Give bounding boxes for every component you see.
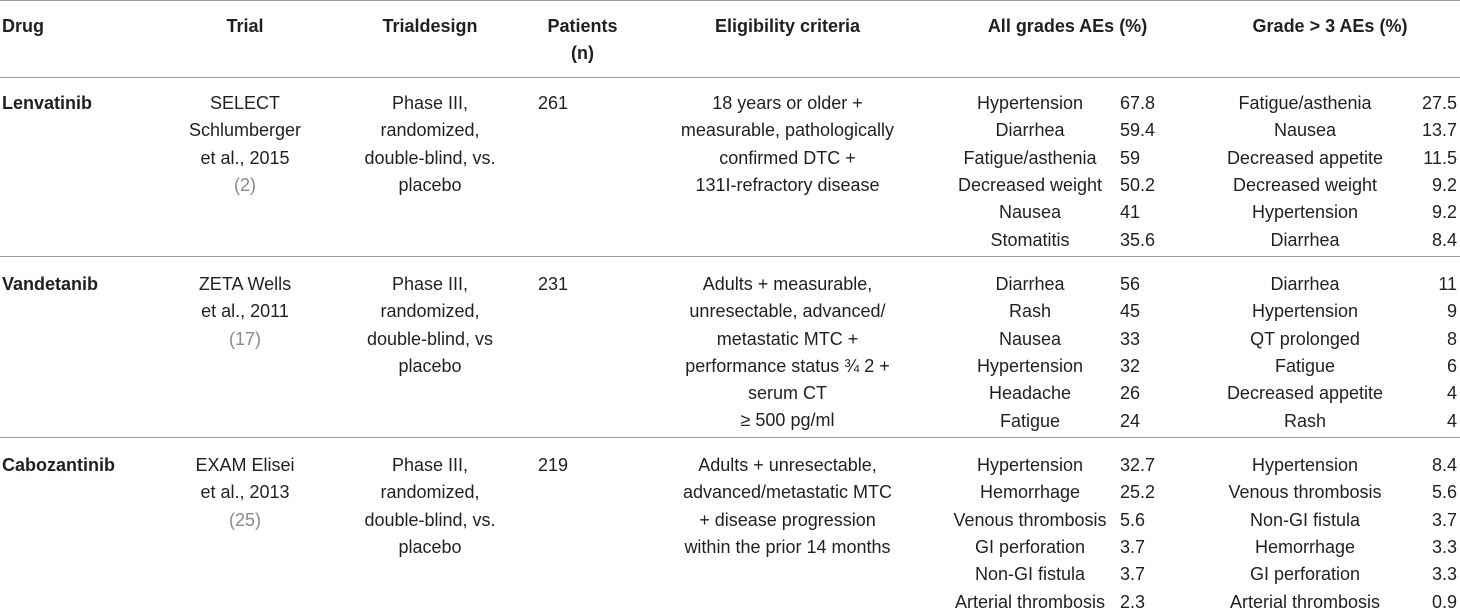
grade3-ae-value: 13.7 [1421,120,1457,141]
trial-design-line: randomized, [380,482,480,503]
eligibility-criteria [660,90,915,199]
all-grade-ae-name: Hemorrhage [979,482,1081,503]
grade3-ae-name: GI perforation [1249,564,1361,585]
grade3-ae-name: Diarrhea [1270,229,1340,250]
grade3-ae-name: Decreased weight [1232,174,1378,195]
row-rule-1 [0,256,1460,257]
trial-name-line: ZETA Wells [198,274,292,294]
trial-design [340,90,520,199]
header-patients-line-1: Patients [547,16,618,36]
trial-design-line: Phase III, [391,274,469,294]
trial-design-line: double-blind, vs. [364,509,496,530]
trial-reference: (25) [228,509,261,530]
grade3-ae-value: 5.6 [1431,482,1457,503]
all-grade-ae-name: Decreased weight [957,174,1103,195]
trial-reference: (17) [228,328,261,349]
grade3-ae-name: QT prolonged [1250,328,1360,349]
all-grade-ae-value: 59.4 [1120,120,1156,141]
header-patients-line-2: (n) [571,43,594,63]
trial-design-line: placebo [398,355,462,376]
eligibility-criteria-line: Adults + measurable, [702,274,873,294]
drug-name: Lenvatinib [2,93,93,113]
grade3-ae-value: 3.7 [1431,509,1457,530]
header-rule [0,77,1460,78]
grade3-ae-name: Hypertension [1251,202,1359,223]
grade3-ae-name: Non-GI fistula [1249,509,1361,530]
patients-count: 219 [538,455,569,475]
all-grade-ae-name: Rash [1008,301,1052,322]
trial-design-line: placebo [398,174,462,195]
grade3-ae-value: 8 [1446,328,1457,349]
grade3-ae-name: Hypertension [1251,301,1359,322]
grade3-ae-name: Diarrhea [1270,274,1340,294]
trial-design-line: placebo [398,536,462,557]
grade3-ae-value: 3.3 [1431,536,1457,557]
grade3-ae-value: 9 [1446,301,1457,322]
table-top-rule [0,0,1460,1]
grade3-ae-value: 9.2 [1431,202,1457,223]
grade3-ae-value: 3.3 [1431,564,1457,585]
all-grade-ae-name: Fatigue/asthenia [963,147,1097,168]
eligibility-criteria-line: within the prior 14 months [684,536,891,557]
all-grade-ae-value: 5.6 [1120,509,1146,530]
eligibility-criteria-line: Adults + unresectable, [698,455,877,475]
grade3-ae-name: Decreased appetite [1226,383,1384,404]
eligibility-criteria-line: metastatic MTC + [716,328,859,349]
grade3-ae-name: Fatigue [1274,355,1336,376]
eligibility-criteria [660,452,915,561]
trial-name-line: SELECT [209,93,281,113]
all-grade-ae-value: 3.7 [1120,536,1146,557]
eligibility-criteria-line: measurable, pathologically [680,120,895,141]
all-grade-ae-name: Headache [988,383,1072,404]
all-grade-ae-name: Stomatitis [990,229,1070,250]
patients-count: 261 [538,93,569,113]
eligibility-criteria-line: + disease progression [699,509,876,530]
trial-design-line: Phase III, [391,455,469,475]
eligibility-criteria-line: 18 years or older + [712,93,863,113]
all-grade-ae-value: 24 [1120,410,1141,431]
grade3-ae-name: Rash [1283,410,1327,431]
grade3-ae-value: 4 [1446,383,1457,404]
grade3-ae-value: 8.4 [1431,229,1457,250]
trial-design-line: double-blind, vs. [364,147,496,168]
patients-count: 231 [538,274,569,294]
grade3-ae-name: Venous thrombosis [1228,482,1382,503]
header-trial: Trial [226,16,264,36]
all-grade-ae-value: 3.7 [1120,564,1146,585]
all-grade-ae-value: 26 [1120,383,1141,404]
grade3-ae-value: 11.5 [1423,147,1457,168]
grade3-ae-name: Nausea [1273,120,1337,141]
trial-name [160,452,330,534]
eligibility-criteria-line: confirmed DTC + [719,147,856,168]
all-grade-ae-value: 67.8 [1120,93,1156,113]
all-grade-ae-value: 56 [1120,274,1141,294]
all-grade-ae-name: Non-GI fistula [974,564,1086,585]
trial-name-line: et al., 2015 [200,147,290,168]
grade3-ae-name: Fatigue/asthenia [1238,93,1372,113]
header-patients [525,13,640,67]
eligibility-criteria [660,271,915,435]
all-grade-ae-name: Hypertension [976,455,1084,475]
all-grade-ae-name: GI perforation [974,536,1086,557]
all-grade-ae-value: 50.2 [1120,174,1156,195]
header-eligibility: Eligibility criteria [714,16,861,36]
drug-name: Cabozantinib [2,455,115,475]
header-grade3: Grade > 3 AEs (%) [1252,16,1408,36]
eligibility-criteria-line: ≥ 500 pg/ml [740,410,835,431]
grade3-ae-value: 11 [1438,274,1457,294]
all-grade-ae-name: Hypertension [976,93,1084,113]
trial-design-line: double-blind, vs [366,328,494,349]
all-grade-ae-name: Venous thrombosis [953,509,1107,530]
all-grade-ae-value: 25.2 [1120,482,1156,503]
trial-reference: (2) [234,174,256,195]
trial-name-line: Schlumberger [188,120,302,141]
grade3-ae-value: 4 [1446,410,1457,431]
all-grade-ae-value: 32 [1120,355,1141,376]
all-grade-ae-name: Diarrhea [995,120,1065,141]
trial-name-line: et al., 2011 [201,301,289,322]
eligibility-criteria-line: serum CT [747,383,827,404]
all-grade-ae-name: Arterial thrombosis [954,591,1106,612]
trial-name [160,90,330,199]
all-grade-ae-value: 2.3 [1120,591,1146,612]
grade3-ae-name: Decreased appetite [1226,147,1384,168]
trial-name-line: et al., 2013 [200,482,290,503]
all-grade-ae-value: 45 [1120,301,1141,322]
eligibility-criteria-line: advanced/metastatic MTC [682,482,893,503]
eligibility-criteria-line: unresectable, advanced/ [689,301,886,322]
drug-name: Vandetanib [2,274,99,294]
grade3-ae-value: 27.5 [1421,93,1457,113]
all-grade-ae-value: 35.6 [1120,229,1156,250]
grade3-ae-value: 9.2 [1431,174,1457,195]
all-grade-ae-name: Fatigue [999,410,1061,431]
grade3-ae-name: Hemorrhage [1254,536,1356,557]
all-grade-ae-value: 59 [1120,147,1141,168]
trial-design-line: Phase III, [391,93,469,113]
all-grade-ae-name: Nausea [998,202,1062,223]
all-grade-ae-name: Hypertension [976,355,1084,376]
grade3-ae-name: Hypertension [1251,455,1359,475]
grade3-ae-name: Arterial thrombosis [1229,591,1381,612]
all-grade-ae-value: 32.7 [1120,455,1156,475]
row-rule-2 [0,437,1460,438]
eligibility-criteria-line: 131I-refractory disease [695,174,880,195]
grade3-ae-value: 8.4 [1431,455,1457,475]
trial-design [340,271,520,380]
trial-name-line: EXAM Elisei [195,455,295,475]
header-all-grades: All grades AEs (%) [987,16,1148,36]
trial-design-line: randomized, [380,301,480,322]
all-grade-ae-value: 41 [1120,202,1141,223]
all-grade-ae-name: Diarrhea [995,274,1065,294]
all-grade-ae-name: Nausea [998,328,1062,349]
trial-name [160,271,330,353]
trial-design [340,452,520,561]
eligibility-criteria-line: performance status ¾ 2 + [685,355,890,376]
trial-design-line: randomized, [380,120,480,141]
grade3-ae-value: 0.9 [1431,591,1457,612]
header-drug: Drug [2,16,44,36]
all-grade-ae-value: 33 [1120,328,1141,349]
header-trialdesign: Trialdesign [382,16,478,36]
grade3-ae-value: 6 [1446,355,1457,376]
